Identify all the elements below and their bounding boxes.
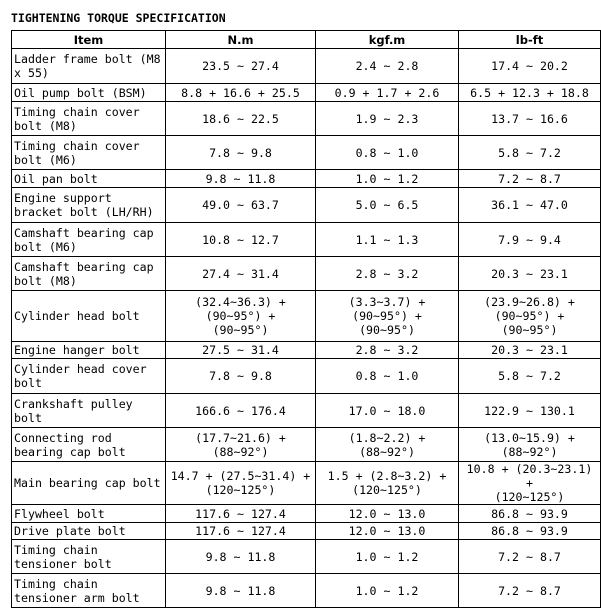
table-row	[12, 523, 601, 540]
column-header-kgfm: kgf.m	[316, 31, 459, 49]
kgfm-value-cell: (1.8~2.2) + (88~92°)	[316, 428, 459, 462]
lbft-value-cell: 7.2 ~ 8.7	[459, 540, 601, 574]
kgfm-value-cell: 0.8 ~ 1.0	[316, 359, 459, 394]
table-row	[12, 462, 601, 505]
item-cell: Cylinder head bolt	[12, 291, 166, 342]
item-cell: Oil pan bolt	[12, 170, 166, 188]
kgfm-value-cell: 1.9 ~ 2.3	[316, 102, 459, 136]
kgfm-value-cell: 5.0 ~ 6.5	[316, 188, 459, 223]
table-row	[12, 136, 601, 170]
item-cell: Engine hanger bolt	[12, 342, 166, 359]
kgfm-value-cell: 17.0 ~ 18.0	[316, 394, 459, 428]
nm-value-cell: 10.8 ~ 12.7	[166, 223, 316, 257]
kgfm-value-cell: 12.0 ~ 13.0	[316, 505, 459, 523]
nm-value-cell: 117.6 ~ 127.4	[166, 523, 316, 540]
table-row	[12, 102, 601, 136]
nm-value-cell: 9.8 ~ 11.8	[166, 170, 316, 188]
nm-value-cell: (32.4~36.3) + (90~95°) + (90~95°)	[166, 291, 316, 342]
item-cell: Camshaft bearing cap bolt (M8)	[12, 257, 166, 291]
table-row	[12, 428, 601, 462]
item-cell: Timing chain tensioner bolt	[12, 540, 166, 574]
kgfm-value-cell: 1.0 ~ 1.2	[316, 170, 459, 188]
table-row	[12, 188, 601, 223]
nm-value-cell: 49.0 ~ 63.7	[166, 188, 316, 223]
nm-value-cell: 166.6 ~ 176.4	[166, 394, 316, 428]
table-row	[12, 84, 601, 102]
item-cell: Timing chain cover bolt (M6)	[12, 136, 166, 170]
item-cell: Cylinder head cover bolt	[12, 359, 166, 394]
table-row	[12, 49, 601, 84]
table-row	[12, 505, 601, 523]
lbft-value-cell: 5.8 ~ 7.2	[459, 359, 601, 394]
table-row	[12, 257, 601, 291]
column-header-lbft: lb-ft	[459, 31, 601, 49]
table-row	[12, 223, 601, 257]
lbft-value-cell: 6.5 + 12.3 + 18.8	[459, 84, 601, 102]
kgfm-value-cell: 0.8 ~ 1.0	[316, 136, 459, 170]
nm-value-cell: 27.4 ~ 31.4	[166, 257, 316, 291]
table-row	[12, 291, 601, 342]
kgfm-value-cell: 2.8 ~ 3.2	[316, 342, 459, 359]
lbft-value-cell: 17.4 ~ 20.2	[459, 49, 601, 84]
kgfm-value-cell: 1.5 + (2.8~3.2) + (120~125°)	[316, 462, 459, 505]
lbft-value-cell: 86.8 ~ 93.9	[459, 523, 601, 540]
nm-value-cell: 7.8 ~ 9.8	[166, 359, 316, 394]
column-header-item: Item	[12, 31, 166, 49]
kgfm-value-cell: 1.0 ~ 1.2	[316, 574, 459, 608]
lbft-value-cell: 7.2 ~ 8.7	[459, 574, 601, 608]
kgfm-value-cell: 1.0 ~ 1.2	[316, 540, 459, 574]
table-row	[12, 540, 601, 574]
kgfm-value-cell: 2.4 ~ 2.8	[316, 49, 459, 84]
table-row	[12, 170, 601, 188]
item-cell: Oil pump bolt (BSM)	[12, 84, 166, 102]
nm-value-cell: 18.6 ~ 22.5	[166, 102, 316, 136]
lbft-value-cell: 20.3 ~ 23.1	[459, 342, 601, 359]
item-cell: Main bearing cap bolt	[12, 462, 166, 505]
table-body	[12, 49, 601, 608]
kgfm-value-cell: 1.1 ~ 1.3	[316, 223, 459, 257]
item-cell: Drive plate bolt	[12, 523, 166, 540]
lbft-value-cell: 122.9 ~ 130.1	[459, 394, 601, 428]
table-row	[12, 574, 601, 608]
item-cell: Camshaft bearing cap bolt (M6)	[12, 223, 166, 257]
nm-value-cell: 117.6 ~ 127.4	[166, 505, 316, 523]
lbft-value-cell: 7.2 ~ 8.7	[459, 170, 601, 188]
lbft-value-cell: (23.9~26.8) + (90~95°) + (90~95°)	[459, 291, 601, 342]
item-cell: Timing chain tensioner arm bolt	[12, 574, 166, 608]
column-header-nm: N.m	[166, 31, 316, 49]
lbft-value-cell: 13.7 ~ 16.6	[459, 102, 601, 136]
nm-value-cell: 8.8 + 16.6 + 25.5	[166, 84, 316, 102]
nm-value-cell: (17.7~21.6) + (88~92°)	[166, 428, 316, 462]
nm-value-cell: 27.5 ~ 31.4	[166, 342, 316, 359]
nm-value-cell: 7.8 ~ 9.8	[166, 136, 316, 170]
lbft-value-cell: 5.8 ~ 7.2	[459, 136, 601, 170]
table-header-row	[12, 31, 601, 49]
kgfm-value-cell: 2.8 ~ 3.2	[316, 257, 459, 291]
nm-value-cell: 9.8 ~ 11.8	[166, 540, 316, 574]
item-cell: Engine support bracket bolt (LH/RH)	[12, 188, 166, 223]
item-cell: Flywheel bolt	[12, 505, 166, 523]
item-cell: Ladder frame bolt (M8 x 55)	[12, 49, 166, 84]
torque-spec-table	[11, 30, 601, 608]
lbft-value-cell: 20.3 ~ 23.1	[459, 257, 601, 291]
item-cell: Connecting rod bearing cap bolt	[12, 428, 166, 462]
lbft-value-cell: 10.8 + (20.3~23.1) + (120~125°)	[459, 462, 601, 505]
lbft-value-cell: 7.9 ~ 9.4	[459, 223, 601, 257]
kgfm-value-cell: (3.3~3.7) + (90~95°) + (90~95°)	[316, 291, 459, 342]
nm-value-cell: 9.8 ~ 11.8	[166, 574, 316, 608]
item-cell: Crankshaft pulley bolt	[12, 394, 166, 428]
item-cell: Timing chain cover bolt (M8)	[12, 102, 166, 136]
lbft-value-cell: 36.1 ~ 47.0	[459, 188, 601, 223]
table-row	[12, 342, 601, 359]
nm-value-cell: 14.7 + (27.5~31.4) + (120~125°)	[166, 462, 316, 505]
table-row	[12, 359, 601, 394]
nm-value-cell: 23.5 ~ 27.4	[166, 49, 316, 84]
document-title: TIGHTENING TORQUE SPECIFICATION	[11, 11, 226, 25]
kgfm-value-cell: 12.0 ~ 13.0	[316, 523, 459, 540]
kgfm-value-cell: 0.9 + 1.7 + 2.6	[316, 84, 459, 102]
lbft-value-cell: 86.8 ~ 93.9	[459, 505, 601, 523]
table-row	[12, 394, 601, 428]
lbft-value-cell: (13.0~15.9) + (88~92°)	[459, 428, 601, 462]
